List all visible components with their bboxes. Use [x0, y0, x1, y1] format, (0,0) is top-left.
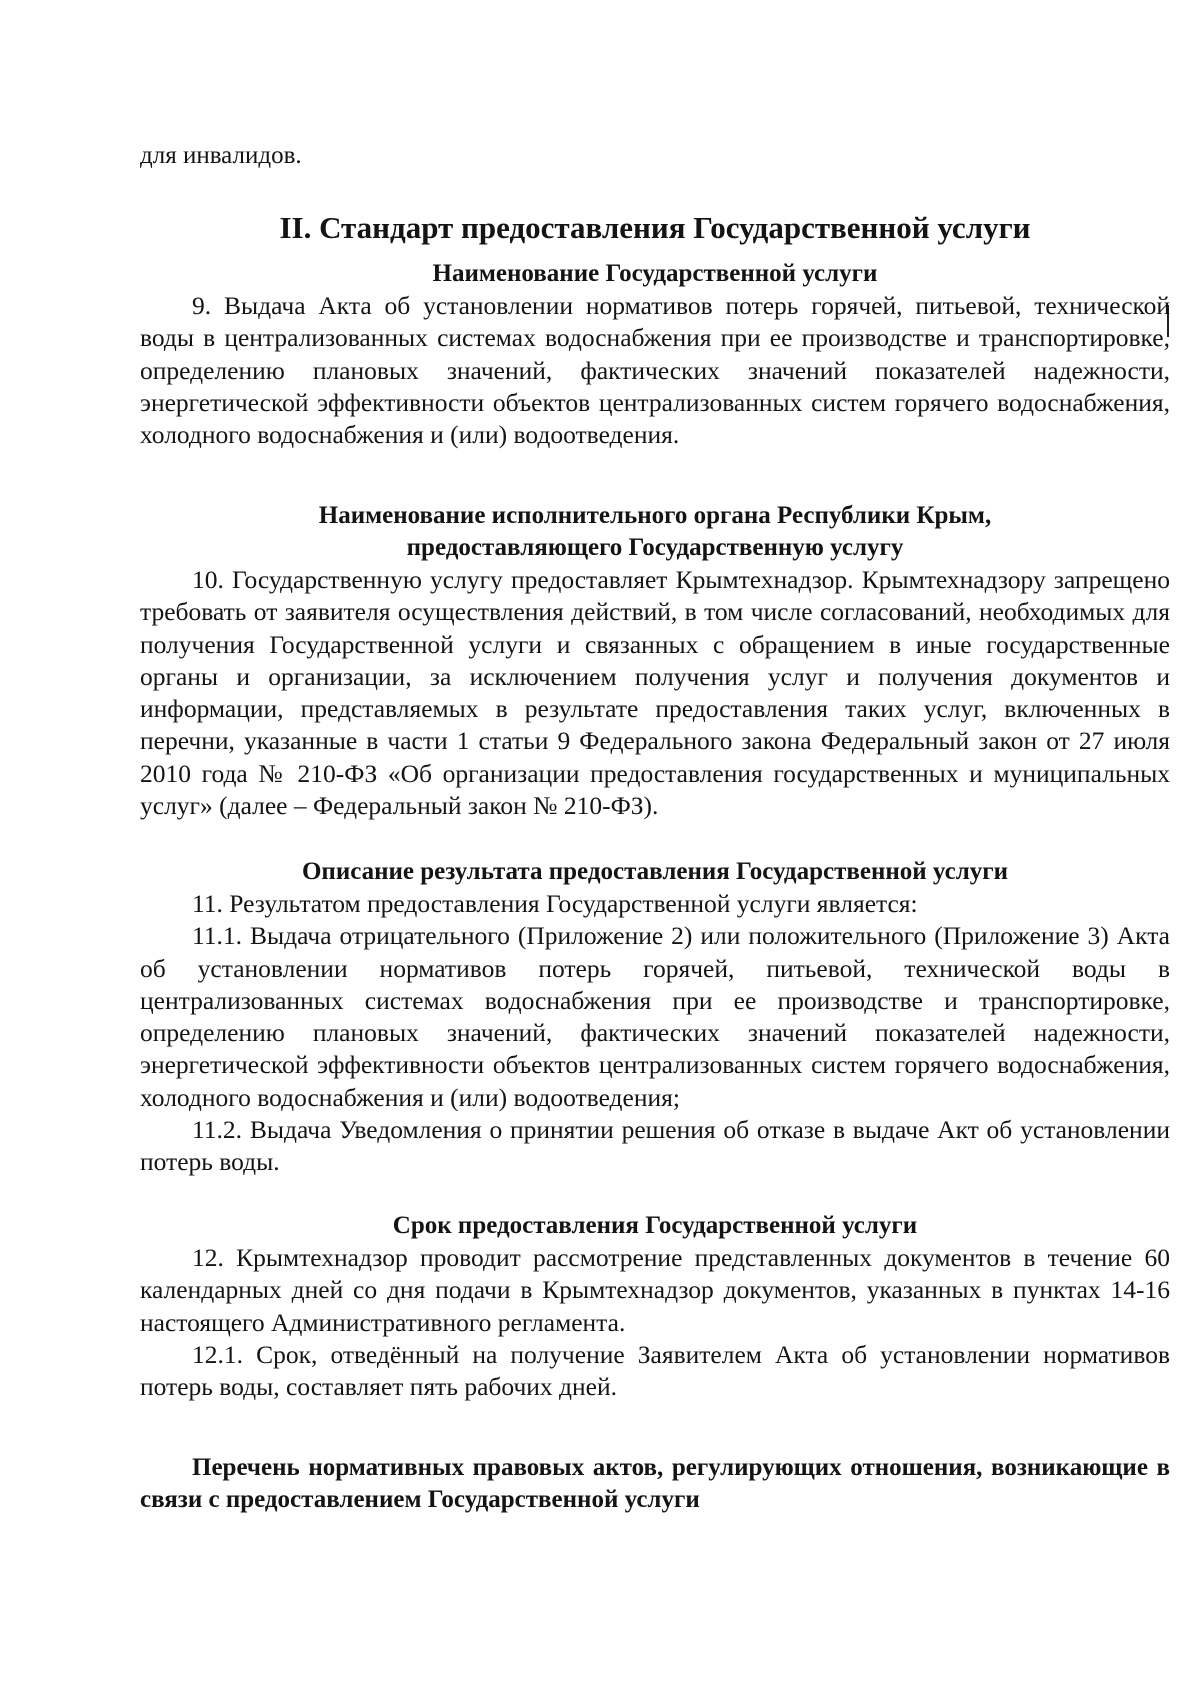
paragraph-9: 9. Выдача Акта об установлении нормативов потерь горячей, питьевой, технической воды в централизованных системах водоснабжения при ее производстве и транспортировке, определению плановых значений, фактических значений показателей надежности, энергетической эффективности объектов централизованных систем горячего водоснабжения, холодного водоснабжения и (или) водоотведения. [140, 291, 1170, 450]
paragraph-12-1: 12.1. Срок, отведённый на получение Заявителем Акта об установлении нормативов потерь воды, составляет пять рабочих дней. [140, 1339, 1170, 1402]
section-legal-acts [140, 1452, 1170, 1516]
paragraph-12: 12. Крымтехнадзор проводит рассмотрение представленных документов в течение 60 календарных дней со дня подачи в Крымтехнадзор документов, указанных в пунктах 14-16 настоящего Административного регламента. [140, 1243, 1170, 1337]
section-service-term [140, 1210, 1170, 1403]
heading-executive-body-line1: Наименование исполнительного органа Республики Крым, [318, 502, 992, 529]
heading-service-name: Наименование Государственной услуги [432, 260, 878, 287]
heading-service-term: Срок предоставления Государственной услуги [392, 1212, 918, 1239]
section-service-name [140, 258, 1170, 451]
paragraph-10: 10. Государственную услугу предоставляет Крымтехнадзор. Крымтехнадзору запрещено требовать от заявителя осуществления действий, в том числе согласований, необходимых для получения Государственной услуги и связанных с обращением в иные государственные органы и организации, за исключением получения услуг и получения документов и информации, представляемых в результате предоставления таких услуг, включенных в перечни, указанные в части 1 статьи 9 Федерального закона Федеральный закон от 27 июля 2010 года № 210-ФЗ «Об организации предоставления государственных и муниципальных услуг» (далее – Федеральный закон № 210-ФЗ). [140, 565, 1170, 821]
section-executive-body [140, 500, 1170, 822]
heading-legal-acts: Перечень нормативных правовых актов, регулирующих отношения, возникающие в связи с предоставлением Государственной услуги [140, 1454, 1170, 1513]
paragraph-11: 11. Результатом предоставления Государственной услуги является: [192, 889, 918, 918]
paragraph-11-1: 11.1. Выдача отрицательного (Приложение 2) или положительного (Приложение 3) Акта об установлении нормативов потерь горячей, питьевой, технической воды в централизованных системах водоснабжения при ее производстве и транспортировке, определению плановых значений, фактических значений показателей надежности, энергетической эффективности объектов централизованных систем горячего водоснабжения, холодного водоснабжения и (или) водоотведения; [140, 921, 1170, 1112]
paragraph-11-2: 11.2. Выдача Уведомления о принятии решения об отказе в выдаче Акт об установлении потерь воды. [140, 1115, 1170, 1177]
section-title: II. Стандарт предоставления Государственной услуги [279, 210, 1031, 245]
heading-result-description: Описание результата предоставления Государственной услуги [301, 858, 1009, 885]
section-result-description [140, 856, 1170, 1179]
heading-executive-body-line2: предоставляющего Государственную услугу [406, 534, 904, 561]
lead-text: для инвалидов. [140, 142, 302, 169]
